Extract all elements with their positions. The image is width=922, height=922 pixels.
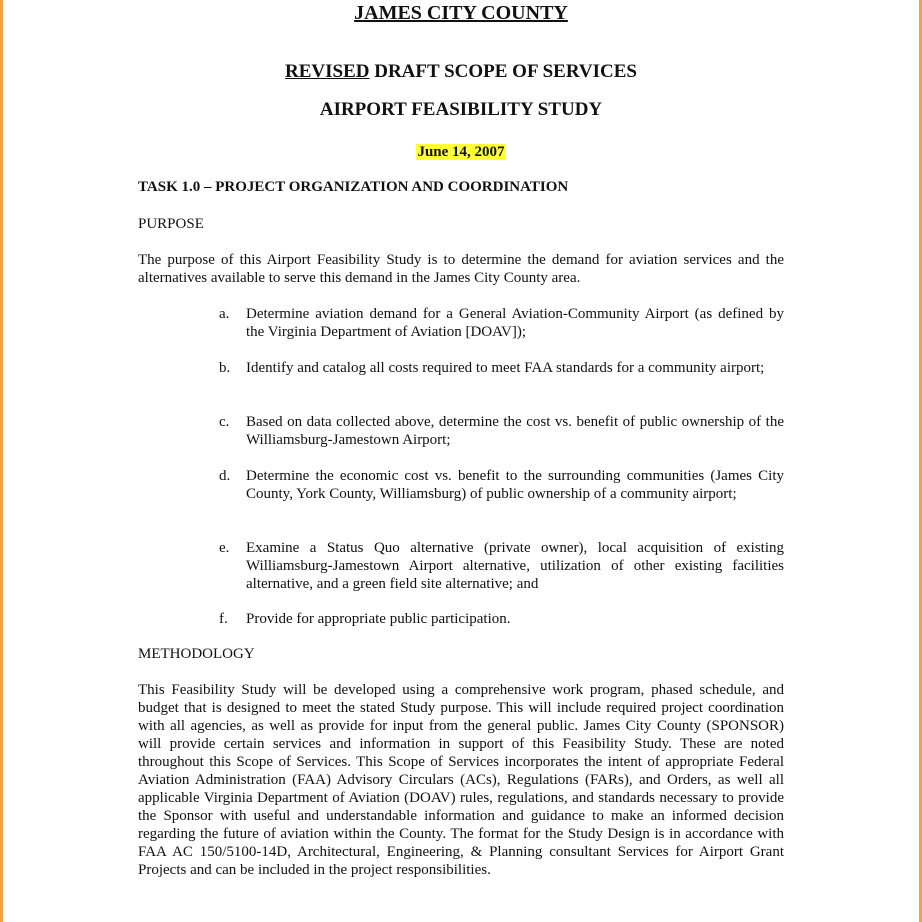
county-title-text: JAMES CITY COUNTY (354, 2, 568, 24)
purpose-paragraph: The purpose of this Airport Feasibility Study is to determine the demand for aviation services and the alternatives available to serve this demand in the James City County area. (138, 252, 784, 286)
methodology-heading: METHODOLOGY (138, 646, 255, 662)
date-highlight: June 14, 2007 (417, 144, 505, 160)
scope-revised-label: REVISED (285, 61, 370, 82)
purpose-heading: PURPOSE (138, 216, 204, 232)
study-title: AIRPORT FEASIBILITY STUDY (319, 99, 603, 120)
list-text: Determine the economic cost vs. benefit to the surrounding communities (James City County, York County, Williamsburg) of public ownership of a community airport; (246, 468, 784, 502)
list-marker: f. (219, 611, 228, 627)
list-marker: d. (219, 468, 231, 484)
list-marker: e. (219, 540, 230, 556)
methodology-paragraph: This Feasibility Study will be developed using a comprehensive work program, phased schedule, and budget that is designed to meet the stated Study purpose. This will include required project coordination with all agencies, as well as provide for input from the general public. James City County (SPONSOR) will provide certain services and information in support of this Feasibility Study. These are noted throughout this Scope of Services. This Scope of Services incorporates the intent of appropriate Federal Aviation Administration (FAA) Advisory Circulars (ACs), Regulations (FARs), and Orders, as well all applicable Virginia Department of Aviation (DOAV) rules, regulations, and standards necessary to provide the Sponsor with useful and understandable information and guidance to make an informed decision regarding the future of aviation within the County. The format for the Study Design is in accordance with FAA AC 150/5100-14D, Architectural, Engineering, & Planning consultant Services for Airport Grant Projects and can be included in the project responsibilities. (138, 682, 784, 878)
scope-title-rest: DRAFT SCOPE OF SERVICES (369, 61, 637, 82)
list-marker: b. (219, 360, 231, 376)
task-heading: TASK 1.0 – PROJECT ORGANIZATION AND COORDINATION (138, 179, 569, 195)
list-text: Provide for appropriate public participation. (246, 611, 511, 627)
county-title (0, 2, 922, 24)
document-date (0, 141, 922, 163)
list-marker: a. (219, 306, 230, 322)
scope-title (0, 61, 922, 83)
list-marker: c. (219, 414, 230, 430)
list-text: Determine aviation demand for a General Aviation-Community Airport (as defined by the Virginia Department of Aviation [DOAV]); (246, 306, 784, 340)
list-text: Based on data collected above, determine the cost vs. benefit of public ownership of the Williamsburg-Jamestown Airport; (246, 414, 784, 448)
list-text: Examine a Status Quo alternative (private owner), local acquisition of existing Williamsburg-Jamestown Airport alternative, utilization of other existing facilities alternative, and a green field site alternative; and (246, 540, 784, 592)
list-text: Identify and catalog all costs required to meet FAA standards for a community airport; (246, 360, 765, 376)
